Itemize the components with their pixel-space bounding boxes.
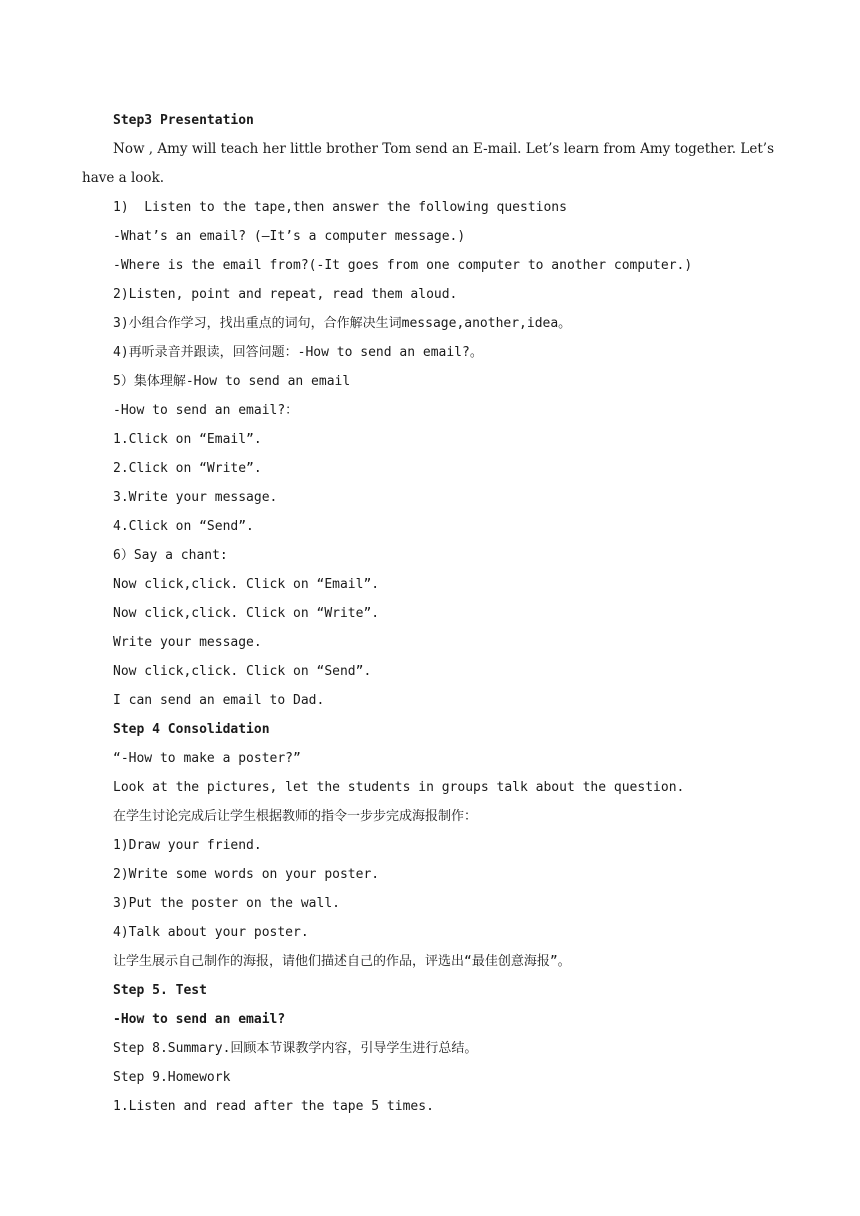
text-line: 2)Listen, point and repeat, read them aloud.: [113, 287, 458, 302]
chant-line: Now click,click. Click on “Email”.: [113, 577, 380, 592]
text-line: “-How to make a poster?”: [113, 751, 301, 766]
heading-step3: Step3 Presentation: [113, 113, 254, 128]
text-line: 让学生展示自己制作的海报，请他们描述自己的作品，评选出“最佳创意海报”。: [113, 954, 571, 969]
list-item: 3)Put the poster on the wall.: [113, 896, 340, 911]
text-line: -What’s an email? (—It’s a computer message.): [113, 229, 466, 244]
chant-line: Write your message.: [113, 635, 262, 650]
list-item: 3.Write your message.: [113, 490, 278, 505]
heading-step9: Step 9.Homework: [113, 1070, 231, 1085]
text-line: 4)再听录音并跟读，回答问题：-How to send an email?。: [113, 345, 483, 360]
paragraph-intro: Now , Amy will teach her little brother Tom send an E-mail. Let’s learn from Amy together. Let’s have a look.: [82, 141, 774, 186]
list-item: 4)Talk about your poster.: [113, 925, 309, 940]
list-item: 4.Click on “Send”.: [113, 519, 254, 534]
list-item: 2)Write some words on your poster.: [113, 867, 380, 882]
test-question: -How to send an email?: [113, 1012, 286, 1027]
document-body: [82, 106, 782, 1121]
list-item: 1)Draw your friend.: [113, 838, 262, 853]
text-line: Step 8.Summary.回顾本节课教学内容，引导学生进行总结。: [113, 1041, 478, 1056]
heading-step4: Step 4 Consolidation: [113, 722, 270, 737]
text-line: 6）Say a chant:: [113, 548, 228, 563]
text-line: -Where is the email from?(-It goes from one computer to another computer.): [113, 258, 693, 273]
text-line: 在学生讨论完成后让学生根据教师的指令一步步完成海报制作：: [113, 809, 478, 824]
list-item: 2.Click on “Write”.: [113, 461, 262, 476]
chant-line: Now click,click. Click on “Write”.: [113, 606, 380, 621]
text-line: 1) Listen to the tape,then answer the following questions: [113, 200, 567, 215]
chant-line: Now click,click. Click on “Send”.: [113, 664, 372, 679]
text-line: 5）集体理解-How to send an email: [113, 374, 351, 389]
chant-line: I can send an email to Dad.: [113, 693, 325, 708]
text-line: Look at the pictures, let the students in groups talk about the question.: [113, 780, 685, 795]
list-item: 1.Click on “Email”.: [113, 432, 262, 447]
text-line: 3)小组合作学习，找出重点的词句，合作解决生词message,another,idea。: [113, 316, 572, 331]
heading-step5: Step 5. Test: [113, 983, 207, 998]
text-line: -How to send an email?：: [113, 403, 299, 418]
list-item: 1.Listen and read after the tape 5 times.: [113, 1099, 434, 1114]
